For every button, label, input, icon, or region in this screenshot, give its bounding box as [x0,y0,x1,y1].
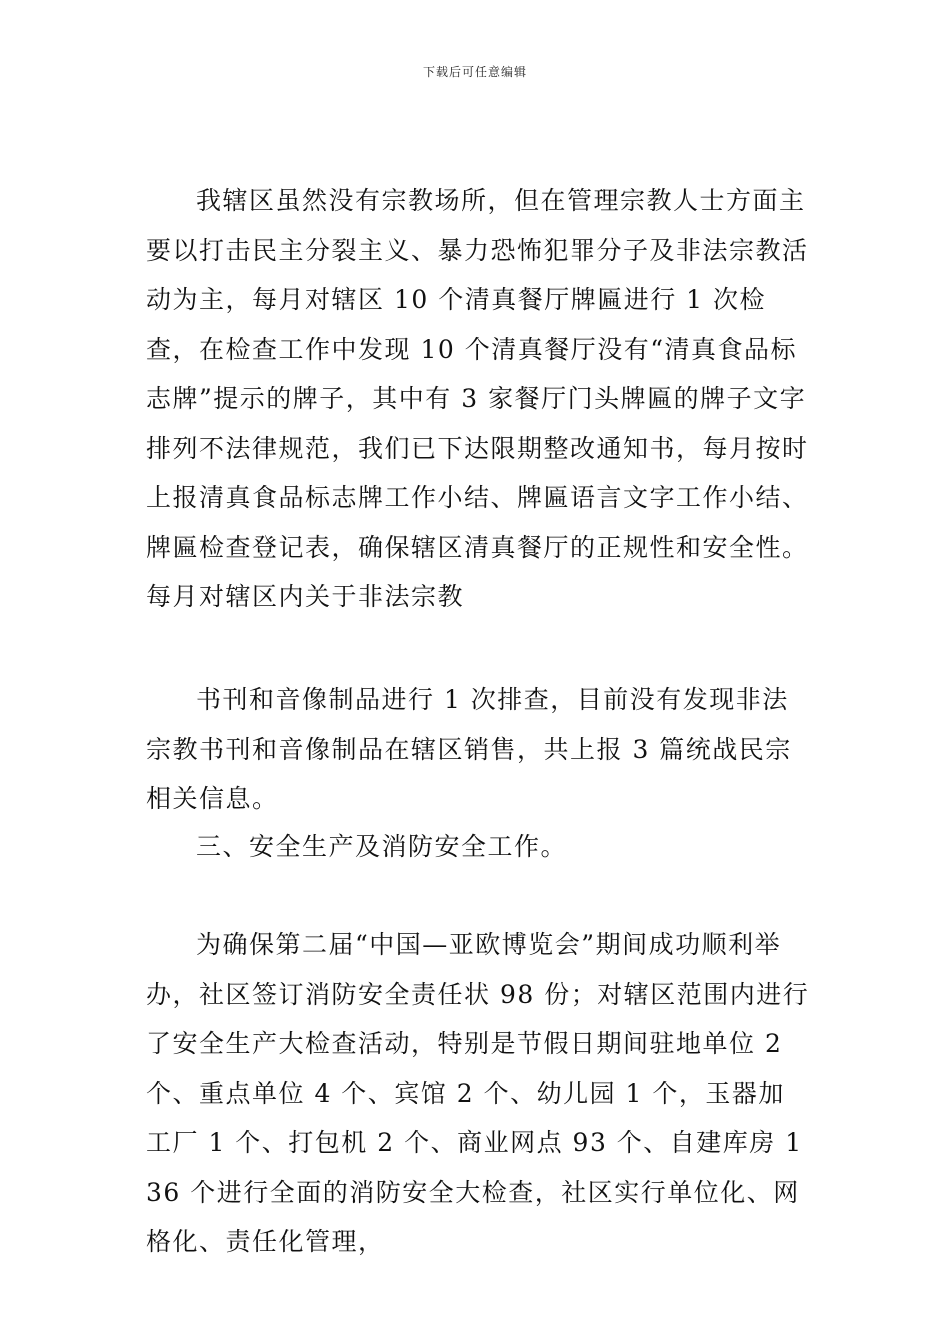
section-heading-safety [146,822,810,872]
paragraph-text: 书刊和音像制品进行 1 次排查，目前没有发现非法宗教书刊和音像制品在辖区销售，共上报 3 篇统战民宗相关信息。 [146,685,792,813]
paragraph-fire-safety [146,920,810,1267]
paragraph-text: 为确保第二届“中国—亚欧博览会”期间成功顺利举办，社区签订消防安全责任状 98 份；对辖区范围内进行了安全生产大检查活动，特别是节假日期间驻地单位 2 个、重点单位 4 个、宾馆 2 个、幼儿园 1 个，玉器加工厂 1 个、打包机 2 个、商业网点 93 个、自建库房 136 个进行全面的消防安全大检查，社区实行单位化、网格化、责任化管理， [146,930,810,1256]
paragraph-text: 我辖区虽然没有宗教场所，但在管理宗教人士方面主要以打击民主分裂主义、暴力恐怖犯罪分子及非法宗教活动为主，每月对辖区 10 个清真餐厅牌匾进行 1 次检查，在检查工作中发现 10 个清真餐厅没有“清真食品标志牌”提示的牌子，其中有 3 家餐厅门头牌匾的牌子文字排列不法律规范，我们已下达限期整改通知书，每月按时上报清真食品标志牌工作小结、牌匾语言文字工作小结、牌匾检查登记表，确保辖区清真餐厅的正规性和安全性。每月对辖区内关于非法宗教 [146,186,809,611]
paragraph-religious-affairs [146,176,810,622]
section-heading-text: 三、安全生产及消防安全工作。 [196,832,568,861]
page-header-note: 下载后可任意编辑 [422,65,527,79]
paragraph-publications-check [146,675,810,824]
